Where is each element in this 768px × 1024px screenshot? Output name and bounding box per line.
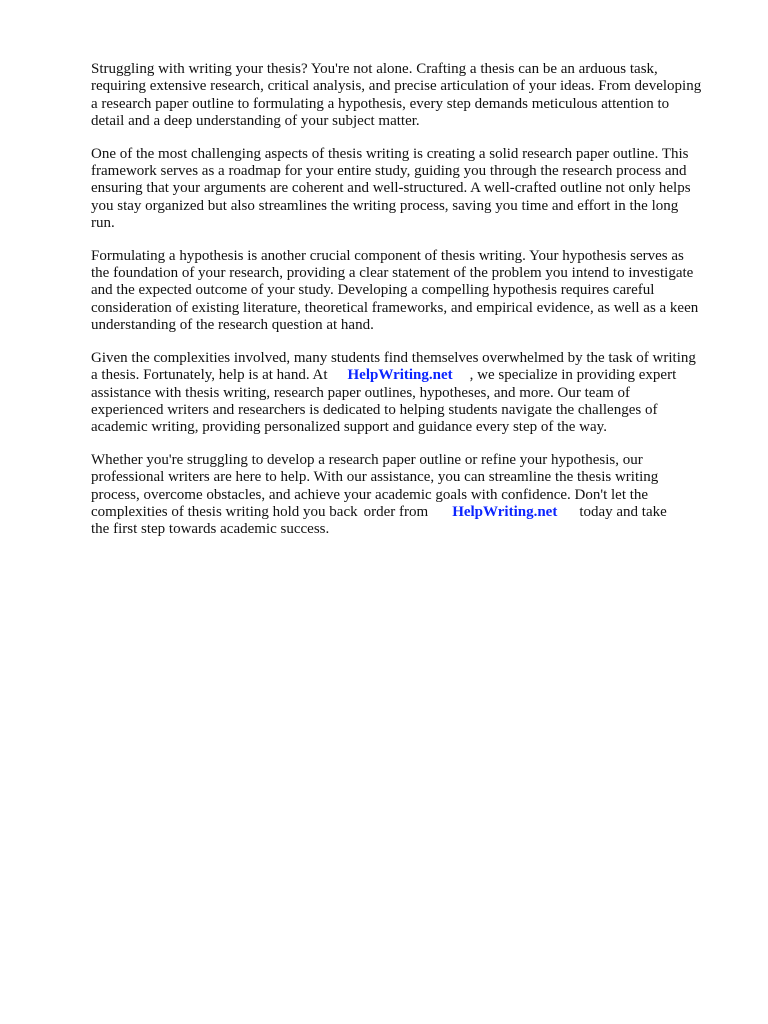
- text-fragment: complexities of thesis writing hold you back: [91, 503, 358, 520]
- text-line: run.: [91, 215, 115, 232]
- text-fragment: today and take: [579, 503, 667, 520]
- paragraph-outline: [91, 146, 731, 233]
- paragraph-conclusion: [91, 452, 731, 539]
- text-line: the foundation of your research, providing a clear statement of the problem you intend to investigate: [91, 265, 694, 282]
- helpwriting-link[interactable]: HelpWriting.net: [347, 367, 453, 384]
- text-line-with-link: [91, 367, 731, 384]
- text-line: you stay organized but also streamlines the writing process, saving you time and effort in the long: [91, 197, 679, 214]
- text-line: Given the complexities involved, many students find themselves overwhelmed by the task of writing: [91, 349, 696, 366]
- text-line: process, overcome obstacles, and achieve your academic goals with confidence. Don't let the: [91, 486, 649, 503]
- helpwriting-link[interactable]: HelpWriting.net: [452, 503, 558, 520]
- text-line: assistance with thesis writing, research paper outlines, hypotheses, and more. Our team of: [91, 384, 631, 401]
- document-body: [91, 61, 731, 554]
- text-fragment: a thesis. Fortunately, help is at hand. At: [91, 367, 328, 384]
- text-line: framework serves as a roadmap for your entire study, guiding you through the research process and: [91, 163, 687, 180]
- text-line: the first step towards academic success.: [91, 521, 330, 538]
- text-line: ensuring that your arguments are coherent and well-structured. A well-crafted outline not only helps: [91, 180, 691, 197]
- text-line: Formulating a hypothesis is another crucial component of thesis writing. Your hypothesis serves as: [91, 247, 684, 264]
- text-fragment: order from: [363, 503, 429, 520]
- text-line: requiring extensive research, critical analysis, and precise articulation of your ideas. From developing: [91, 78, 702, 95]
- paragraph-hypothesis: [91, 248, 731, 335]
- text-line: and the expected outcome of your study. Developing a compelling hypothesis requires careful: [91, 282, 655, 299]
- text-line: consideration of existing literature, theoretical frameworks, and empirical evidence, as well as a keen: [91, 299, 699, 316]
- text-line-with-link: [91, 504, 731, 521]
- paragraph-complexities: [91, 350, 731, 437]
- text-line: understanding of the research question at hand.: [91, 317, 374, 334]
- paragraph-intro: [91, 61, 731, 131]
- text-fragment: , we specialize in providing expert: [469, 367, 677, 384]
- text-line: a research paper outline to formulating a hypothesis, every step demands meticulous attention to: [91, 95, 670, 112]
- text-line: One of the most challenging aspects of thesis writing is creating a solid research paper outline. This: [91, 145, 689, 162]
- text-line: Struggling with writing your thesis? You're not alone. Crafting a thesis can be an arduous task,: [91, 61, 658, 77]
- text-line: professional writers are here to help. With our assistance, you can streamline the thesis writing: [91, 469, 659, 486]
- text-line: experienced writers and researchers is dedicated to helping students navigate the challenges of: [91, 401, 658, 418]
- text-line: Whether you're struggling to develop a research paper outline or refine your hypothesis, our: [91, 451, 643, 468]
- text-line: academic writing, providing personalized support and guidance every step of the way.: [91, 419, 607, 436]
- text-line: detail and a deep understanding of your subject matter.: [91, 113, 420, 130]
